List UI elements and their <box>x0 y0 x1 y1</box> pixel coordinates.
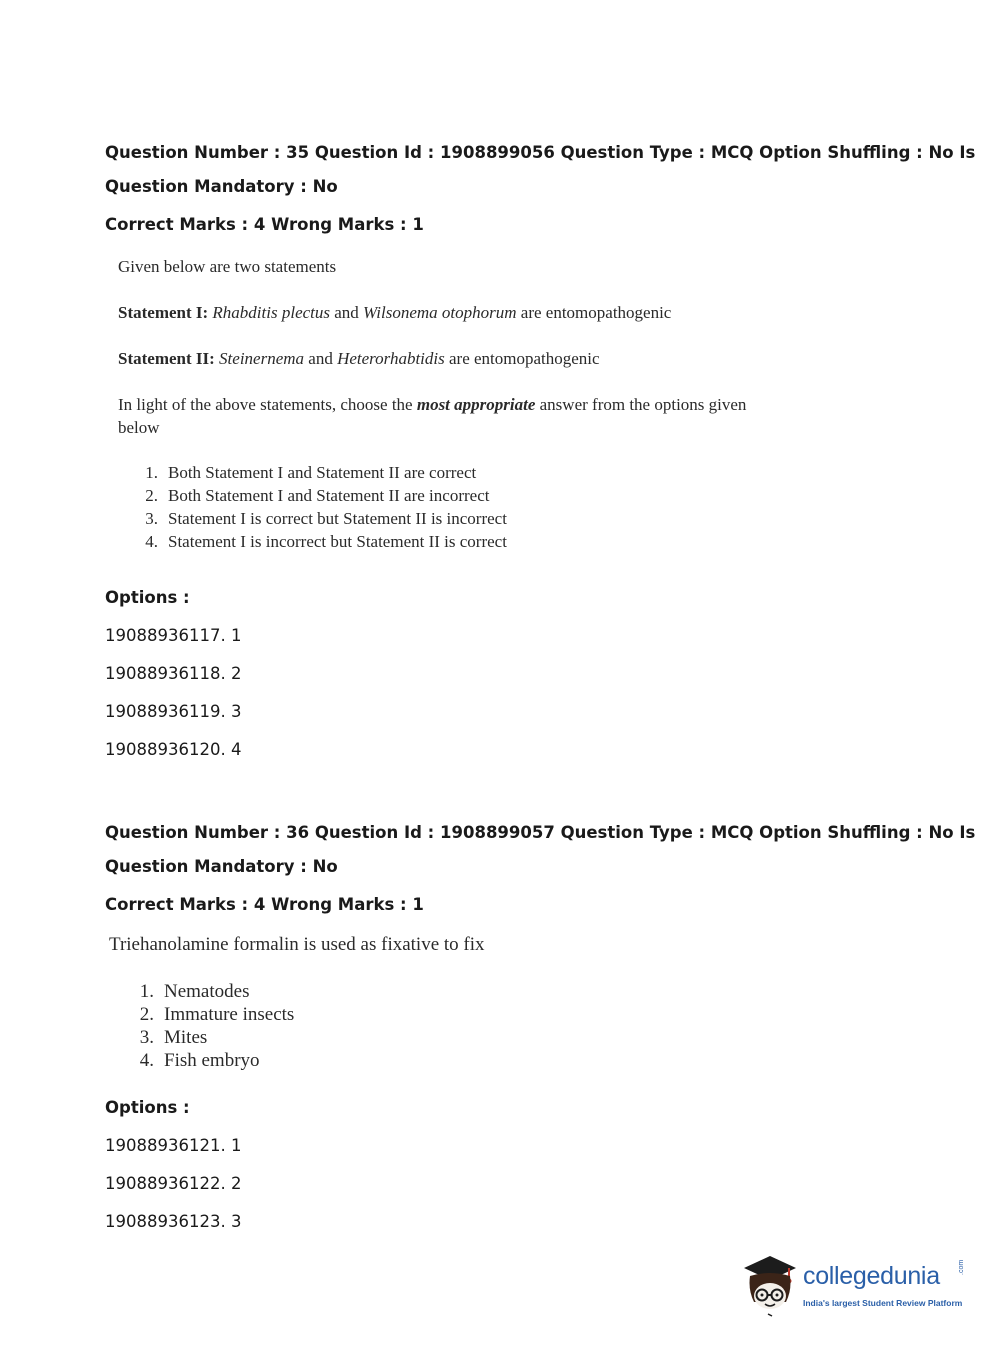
choice-number: 4. <box>139 1050 154 1071</box>
logo-brand-name: collegedunia <box>803 1262 940 1290</box>
choice-text: Mites <box>164 1027 208 1048</box>
q36-option: 19088936123. 3 <box>105 1212 242 1231</box>
choice-number: 4. <box>145 532 158 551</box>
conjunction: and <box>334 303 359 322</box>
q35-header-line1: Question Number : 35 Question Id : 1908899056 Question Type : MCQ Option Shuffling : No Is <box>105 143 976 162</box>
q35-choice <box>134 532 507 552</box>
statement-text: are entomopathogenic <box>520 303 672 322</box>
choice-text: Both Statement I and Statement II are correct <box>168 463 477 482</box>
choice-number: 1. <box>139 981 154 1002</box>
species-name: Heterorhabtidis <box>337 349 445 368</box>
q35-statement-1 <box>118 303 671 323</box>
q35-statement-2 <box>118 349 600 369</box>
q35-option: 19088936119. 3 <box>105 702 242 721</box>
choice-number: 2. <box>145 486 158 505</box>
q36-option: 19088936122. 2 <box>105 1174 242 1193</box>
choice-text: Fish embryo <box>164 1050 260 1071</box>
species-name: Wilsonema otophorum <box>363 303 517 322</box>
q36-choice <box>130 1050 260 1072</box>
instruction-text: answer from the options given <box>539 395 747 414</box>
instruction-text: In light of the above statements, choose the <box>118 395 413 414</box>
q35-choice <box>134 509 507 529</box>
q35-header-line2: Question Mandatory : No <box>105 177 338 196</box>
choice-text: Statement I is correct but Statement II is incorrect <box>168 509 507 528</box>
q36-header-line1: Question Number : 36 Question Id : 1908899057 Question Type : MCQ Option Shuffling : No Is <box>105 823 976 842</box>
choice-text: Statement I is incorrect but Statement II is correct <box>168 532 507 551</box>
species-name: Steinernema <box>219 349 305 368</box>
q35-choice <box>134 463 476 483</box>
q35-option: 19088936120. 4 <box>105 740 242 759</box>
q35-instruction <box>118 395 746 415</box>
q35-intro: Given below are two statements <box>118 257 337 276</box>
q36-choice <box>130 981 249 1003</box>
choice-number: 2. <box>139 1004 154 1025</box>
q36-choice <box>130 1027 207 1049</box>
q36-question: Triehanolamine formalin is used as fixative to fix <box>109 934 485 955</box>
q36-option: 19088936121. 1 <box>105 1136 242 1155</box>
choice-number: 3. <box>139 1027 154 1048</box>
conjunction: and <box>308 349 333 368</box>
q36-options-label: Options : <box>105 1098 190 1117</box>
q35-choice <box>134 486 489 506</box>
q35-options-label: Options : <box>105 588 190 607</box>
q35-marks: Correct Marks : 4 Wrong Marks : 1 <box>105 215 424 234</box>
q35-option: 19088936118. 2 <box>105 664 242 683</box>
instruction-emphasis: most appropriate <box>416 395 536 414</box>
choice-number: 1. <box>145 463 158 482</box>
q36-marks: Correct Marks : 4 Wrong Marks : 1 <box>105 895 424 914</box>
species-name: Rhabditis plectus <box>212 303 330 322</box>
logo-domain-suffix: .com <box>958 1259 965 1275</box>
choice-text: Both Statement I and Statement II are incorrect <box>168 486 490 505</box>
statement-1-label: Statement I: <box>118 303 209 322</box>
q35-instruction-cont: below <box>118 418 160 437</box>
q36-header-line2: Question Mandatory : No <box>105 857 338 876</box>
choice-number: 3. <box>145 509 158 528</box>
q35-option: 19088936117. 1 <box>105 626 242 645</box>
statement-2-label: Statement II: <box>118 349 215 368</box>
statement-text: are entomopathogenic <box>449 349 600 368</box>
choice-text: Nematodes <box>164 981 250 1002</box>
logo-tagline: India's largest Student Review Platform <box>803 1298 963 1308</box>
choice-text: Immature insects <box>164 1004 295 1025</box>
q36-choice <box>130 1004 294 1026</box>
